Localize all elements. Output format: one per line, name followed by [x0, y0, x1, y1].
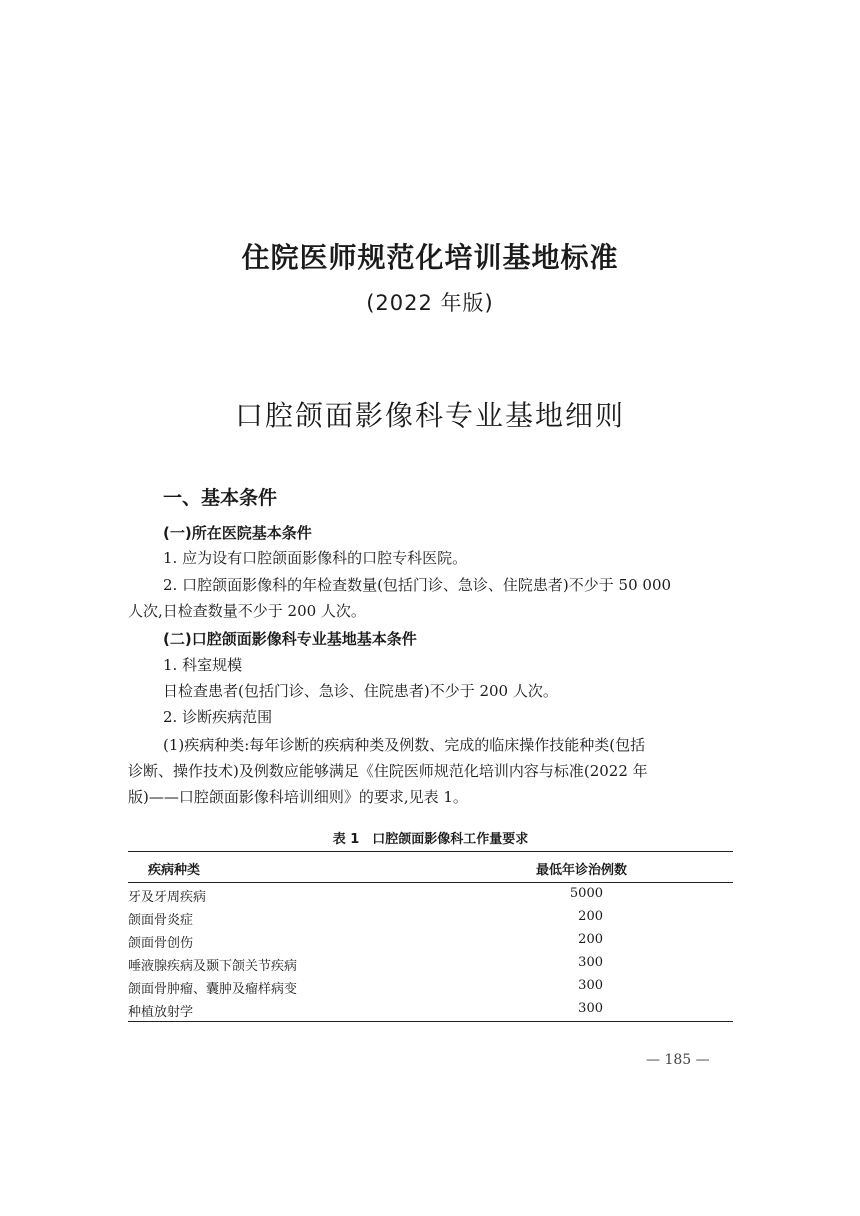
scope-label: 2. 诊断疾病范围 — [163, 708, 273, 726]
scale-text: 日检查患者(包括门诊、急诊、住院患者)不少于 200 人次。 — [163, 682, 558, 700]
document-title: 住院医师规范化培训基地标准 — [241, 241, 619, 274]
scope-line-3: 版)——口腔颌面影像科培训细则》的要求,见表 1。 — [128, 788, 468, 806]
row-disease: 颌面骨创伤 — [128, 936, 194, 951]
row-count: 300 — [578, 978, 603, 993]
paragraph-item-2-line-2: 人次,日检查数量不少于 200 人次。 — [128, 602, 366, 620]
table-row — [128, 975, 733, 998]
table-row — [128, 998, 733, 1021]
scale-label: 1. 科室规模 — [163, 656, 243, 674]
row-disease: 颌面骨炎症 — [128, 913, 194, 928]
section-title: 口腔颌面影像科专业基地细则 — [234, 399, 625, 432]
paragraph-item-1: 1. 应为设有口腔颌面影像科的口腔专科医院。 — [163, 549, 468, 567]
subheading-base-conditions: (二)口腔颌面影像科专业基地基本条件 — [163, 630, 417, 648]
table-row — [128, 929, 733, 952]
scope-line-1: (1)疾病种类:每年诊断的疾病种类及例数、完成的临床操作技能种类(包括 — [163, 736, 646, 754]
table-row — [128, 952, 733, 975]
scope-line-2: 诊断、操作技术)及例数应能够满足《住院医师规范化培训内容与标准(2022 年 — [128, 762, 648, 780]
document-edition: (2022 年版) — [366, 291, 494, 315]
heading-basic-conditions: 一、基本条件 — [163, 487, 278, 509]
row-count: 200 — [578, 909, 603, 924]
row-disease: 牙及牙周疾病 — [128, 890, 207, 905]
table-row — [128, 883, 733, 906]
row-disease: 颌面骨肿瘤、囊肿及瘤样病变 — [128, 982, 298, 997]
row-count: 5000 — [569, 886, 603, 901]
page-number: — 185 — — [646, 1052, 710, 1068]
header-disease-type: 疾病种类 — [148, 863, 201, 878]
row-disease: 种植放射学 — [128, 1005, 194, 1020]
row-count: 300 — [578, 955, 603, 970]
row-disease: 唾液腺疾病及颞下颌关节疾病 — [128, 959, 298, 974]
paragraph-item-2-line-1: 2. 口腔颌面影像科的年检查数量(包括门诊、急诊、住院患者)不少于 50 000 — [163, 576, 672, 594]
subheading-hospital-conditions: (一)所在医院基本条件 — [163, 524, 312, 542]
header-min-annual-cases: 最低年诊治例数 — [536, 863, 628, 878]
workload-table — [128, 851, 733, 1022]
table-header-row — [128, 852, 733, 882]
table-bottom-rule — [128, 1021, 733, 1022]
table-row — [128, 906, 733, 929]
table-caption: 表 1 口腔颌面影像科工作量要求 — [332, 832, 529, 847]
row-count: 200 — [578, 932, 603, 947]
row-count: 300 — [578, 1001, 603, 1016]
